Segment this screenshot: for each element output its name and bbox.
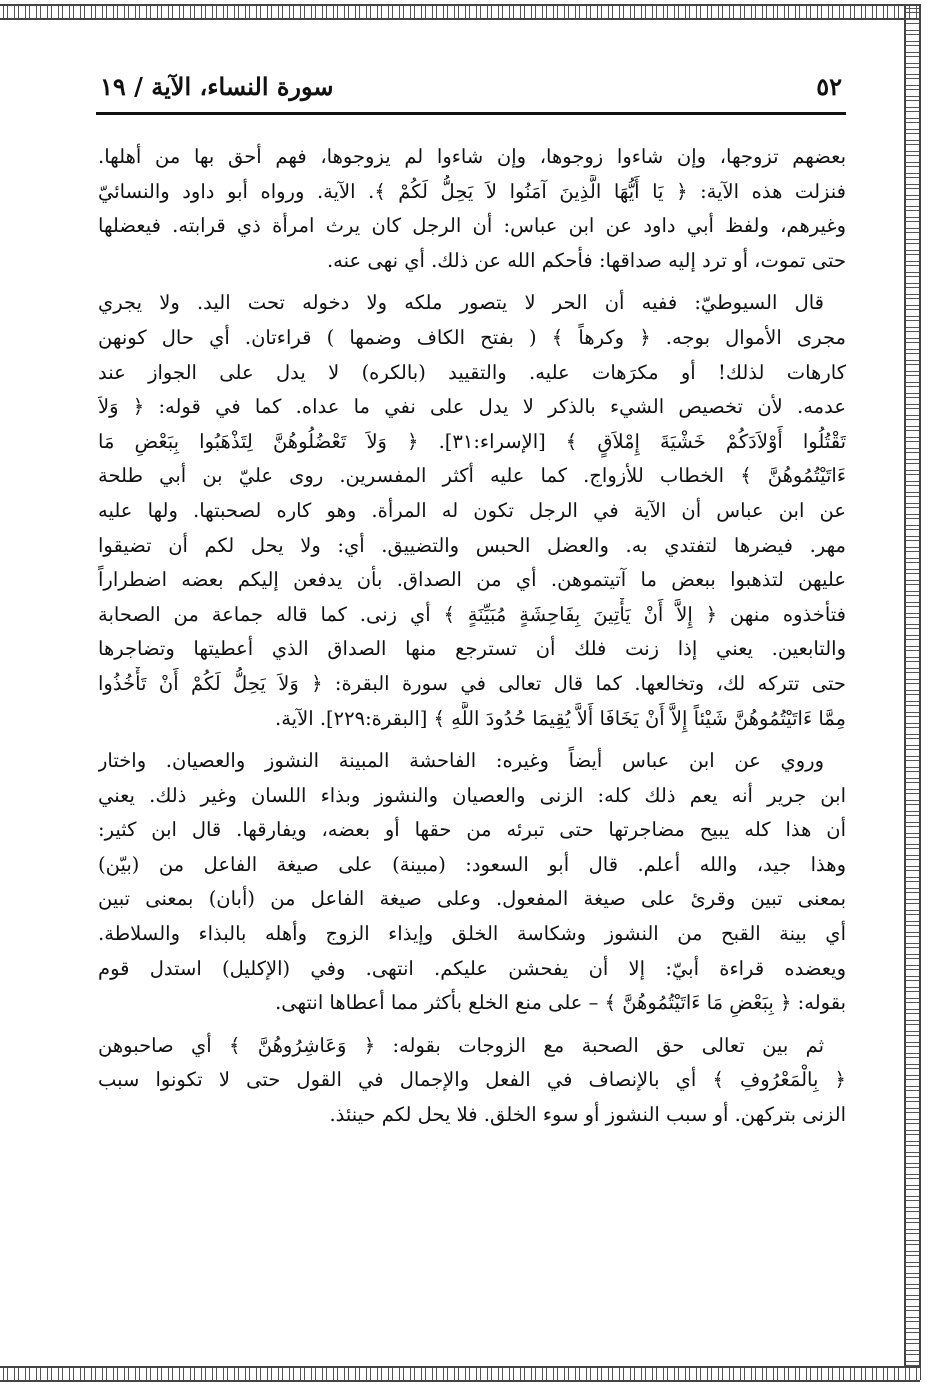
text-line: قال السيوطيّ: ففيه أن الحر لا يتصور ملكه ولا دخوله تحت اليد. ولا يجري bbox=[98, 291, 824, 315]
text-line: مجرى الأموال بوجه. ﴿ وكرهاً ﴾ ( بفتح الكاف وضمها ) قراءتان. أي حال كونهن bbox=[98, 325, 846, 349]
text-line: مهر. فيضرها لتفتدي به. والعضل الحبس والتضييق. أي: ولا يحل لكم أن تضيقوا bbox=[98, 533, 846, 557]
paragraph-3 bbox=[98, 744, 846, 1021]
text-line: كارهات لذلك! أو مكرَهات عليه. والتقييد (بالكره) لا يدل على الجواز عند bbox=[98, 360, 846, 384]
text-line: ءَاتَيْتُمُوهُنَّ ﴾ الخطاب للأزواج. كما عليه أكثر المفسرين. روى عليّ بن أبي طلحة bbox=[98, 464, 846, 488]
header-rule bbox=[96, 112, 846, 115]
top-ornamental-border bbox=[0, 4, 920, 20]
page-header bbox=[100, 72, 842, 108]
text-line: فنزلت هذه الآية: ﴿ يَا أَيُّهَا الَّذِينَ آمَنُوا لاَ يَحِلُّ لَكُمْ ﴾. الآية. ورواه أبو داود والنسائيّ bbox=[98, 179, 846, 203]
right-ornamental-border bbox=[904, 4, 921, 1380]
text-line: وغيرهم، ولفظ أبي داود عن ابن عباس: أن الرجل كان يرث امرأة ذي قرابته. فيعضلها bbox=[98, 214, 846, 238]
text-line: مِمَّا ءَاتَيْتُمُوهُنَّ شَيْئاً إِلاَّ أَنْ يَخَافَا أَلاَّ يُقِيمَا حُدُودَ اللَّهِ ﴾ [البقرة:٢٢٩]. الآية. bbox=[275, 706, 846, 730]
text-line: تَقْتُلُوا أَوْلاَدَكُمْ خَشْيَةَ إِمْلاَقٍ ﴾ [الإسراء:٣١]. ﴿ وَلاَ تَعْضُلُوهُنَّ لِتَذْهَبُوا بِبَعْضِ مَا bbox=[98, 429, 846, 453]
text-line: بمعنى تبين وقرئ على صيغة المفعول. وعلى صيغة الفاعل من (أبان) بمعنى تبين bbox=[98, 887, 846, 911]
text-line: والتابعين. يعني إذا زنت فلك أن تسترجع منها الصداق الذي أعطيتها وتضاجرها bbox=[98, 637, 846, 661]
text-line: وهذا جيد، والله أعلم. قال أبو السعود: (مبينة) على صيغة الفاعل من (بيّن) bbox=[98, 852, 846, 876]
text-line: بقوله: ﴿ بِبَعْضِ مَا ءَاتَيْتُمُوهُنَّ ﴾ – على منع الخلع بأكثر مما أعطاها انتهى. bbox=[275, 991, 846, 1015]
running-title: سورة النساء، الآية / ١٩ bbox=[100, 72, 334, 101]
text-line: حتى تتركه لك، وتخالعها. كما قال تعالى في سورة البقرة: ﴿ وَلاَ يَحِلُّ لَكُمْ أَنْ تَأْخُذُوا bbox=[98, 671, 846, 695]
text-line: عن ابن عباس أن الآية في الرجل تكون له المرأة. وهو كاره لصحبتها. ولها عليه bbox=[98, 498, 846, 522]
text-line: عليهن لتذهبوا ببعض ما آتيتموهن. أي من الصداق. بأن يدفعن إليكم بعضه اضطراراً bbox=[98, 568, 846, 592]
paragraph-4 bbox=[98, 1029, 846, 1133]
bottom-ornamental-border bbox=[0, 1366, 920, 1382]
paragraph-1 bbox=[98, 140, 846, 278]
text-line: أن هذا كله يبيح مضاجرتها حتى تبرئه من حقها أو بعضه، ويفارقها. قال ابن كثير: bbox=[98, 818, 846, 842]
page-number: ٥٢ bbox=[816, 72, 842, 101]
text-line: الزنى بتركهن. أو سبب النشوز أو سوء الخلق. فلا يحل لكم حينئذ. bbox=[329, 1103, 846, 1127]
text-line: بعضهم تزوجها، وإن شاءوا زوجوها، وإن شاءوا لم يزوجوها، فهم أحق بها من أهلها. bbox=[98, 145, 846, 168]
text-line: فتأخذوه منهن ﴿ إِلاَّ أَنْ يَأْتِينَ بِفَاحِشَةٍ مُبَيِّنَةٍ ﴾ أي زنى. كما قاله جماعة من الصحابة bbox=[98, 602, 846, 626]
text-line: حتى تموت، أو ترد إليه صداقها: فأحكم الله عن ذلك. أي نهى عنه. bbox=[326, 248, 846, 272]
text-line: ثم بين تعالى حق الصحبة مع الزوجات بقوله: ﴿ وَعَاشِرُوهُنَّ ﴾ أي صاحبوهن bbox=[98, 1033, 824, 1057]
text-line: أي بينة القبح من النشوز وشكاسة الخلق وإيذاء الزوج وأهله بالبذاء والسلاطة. bbox=[98, 922, 846, 946]
text-line: ﴿ بِالْمَعْرُوفِ ﴾ أي بالإنصاف في الفعل والإجمال في القول حتى لا تكونوا سبب bbox=[98, 1068, 846, 1092]
paragraph-2 bbox=[98, 286, 846, 736]
text-line: وروي عن ابن عباس أيضاً وغيره: الفاحشة المبينة النشوز والعصيان. واختار bbox=[98, 749, 824, 773]
text-line: ابن جرير أنه يعم ذلك كله: الزنى والعصيان والنشوز وبذاء اللسان وغير ذلك. يعني bbox=[98, 783, 846, 807]
text-line: ويعضده قراءة أبيّ: إلا أن يفحشن عليكم. انتهى. وفي (الإكليل) استدل قوم bbox=[98, 956, 846, 980]
text-line: عدمه. لأن تخصيص الشيء بالذكر لا يدل على نفي ما عداه. كما في قوله: ﴿ وَلاَ bbox=[98, 395, 846, 419]
page-body bbox=[98, 140, 846, 1141]
